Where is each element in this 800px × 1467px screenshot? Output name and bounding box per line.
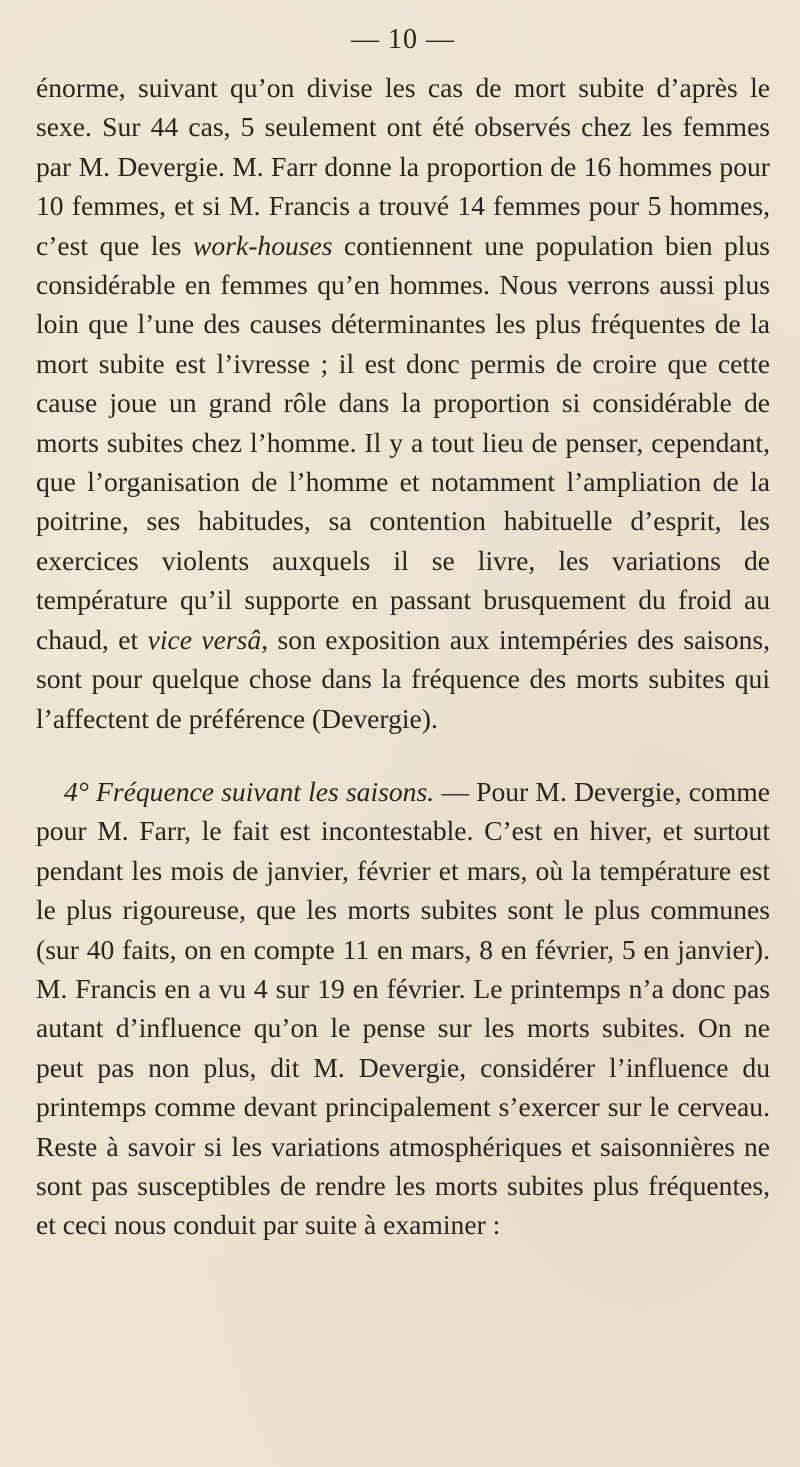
page-body xyxy=(36,68,770,1245)
paragraph-1-text-a: énorme, suivant qu’on divise les cas de mort subite d’après le sexe. Sur 44 cas, 5 seulement ont été observés chez les femmes par M. Devergie. M. Farr donne la proportion de 16 hommes pour 10 femmes, et si M. Francis a trouvé 14 femmes pour 5 hommes, c’est que les xyxy=(36,72,770,261)
paragraph-seasons-frequency xyxy=(36,772,770,1245)
paragraph-1-text-c: , son exposition aux intempéries des saisons, sont pour quelque chose dans la fréquence des morts subites qui l’affectent de préférence (Devergie). xyxy=(36,623,771,734)
paragraph-1-text-b: contiennent une population bien plus considérable en femmes qu’en hommes. Nous verrons aussi plus loin que l’une des causes déterminantes les plus fréquentes de la mort subite est l’ivresse ; il est donc permis de croire que cette cause joue un grand rôle dans la proportion si considérable de morts subites chez l’homme. Il y a tout lieu de penser, cependant, que l’organisation de l’homme et notamment l’ampliation de la poitrine, ses habitudes, sa contention habituelle d’esprit, les exercices violents auxquels il se livre, les variations de température qu’il supporte en passant brusquement du froid au chaud, et xyxy=(36,229,770,655)
italic-term-work-houses: work-houses xyxy=(193,229,333,261)
paragraph-2-text: — Pour M. Devergie, comme pour M. Farr, le fait est incontestable. C’est en hiver, et surtout pendant les mois de janvier, février et mars, où la température est le plus rigoureuse, que les morts subites sont le plus communes (sur 40 faits, on en compte 11 en mars, 8 en février, 5 en janvier). M. Francis en a vu 4 sur 19 en février. Le printemps n’a donc pas autant d’influence qu’on le pense sur les morts subites. On ne peut pas non plus, dit M. Devergie, considérer l’influence du printemps comme devant principalement s’exercer sur le cerveau. Reste à savoir si les variations atmosphériques et saisonnières ne sont pas susceptibles de rendre les morts subites plus fréquentes, et ceci nous conduit par suite à examiner : xyxy=(36,775,770,1241)
italic-term-vice-versa: vice versâ xyxy=(147,623,262,655)
paragraph-sex-frequency xyxy=(36,68,770,738)
page-number: — 10 — xyxy=(351,24,455,55)
section-heading-seasons: 4° Fréquence suivant les saisons. xyxy=(64,775,435,807)
